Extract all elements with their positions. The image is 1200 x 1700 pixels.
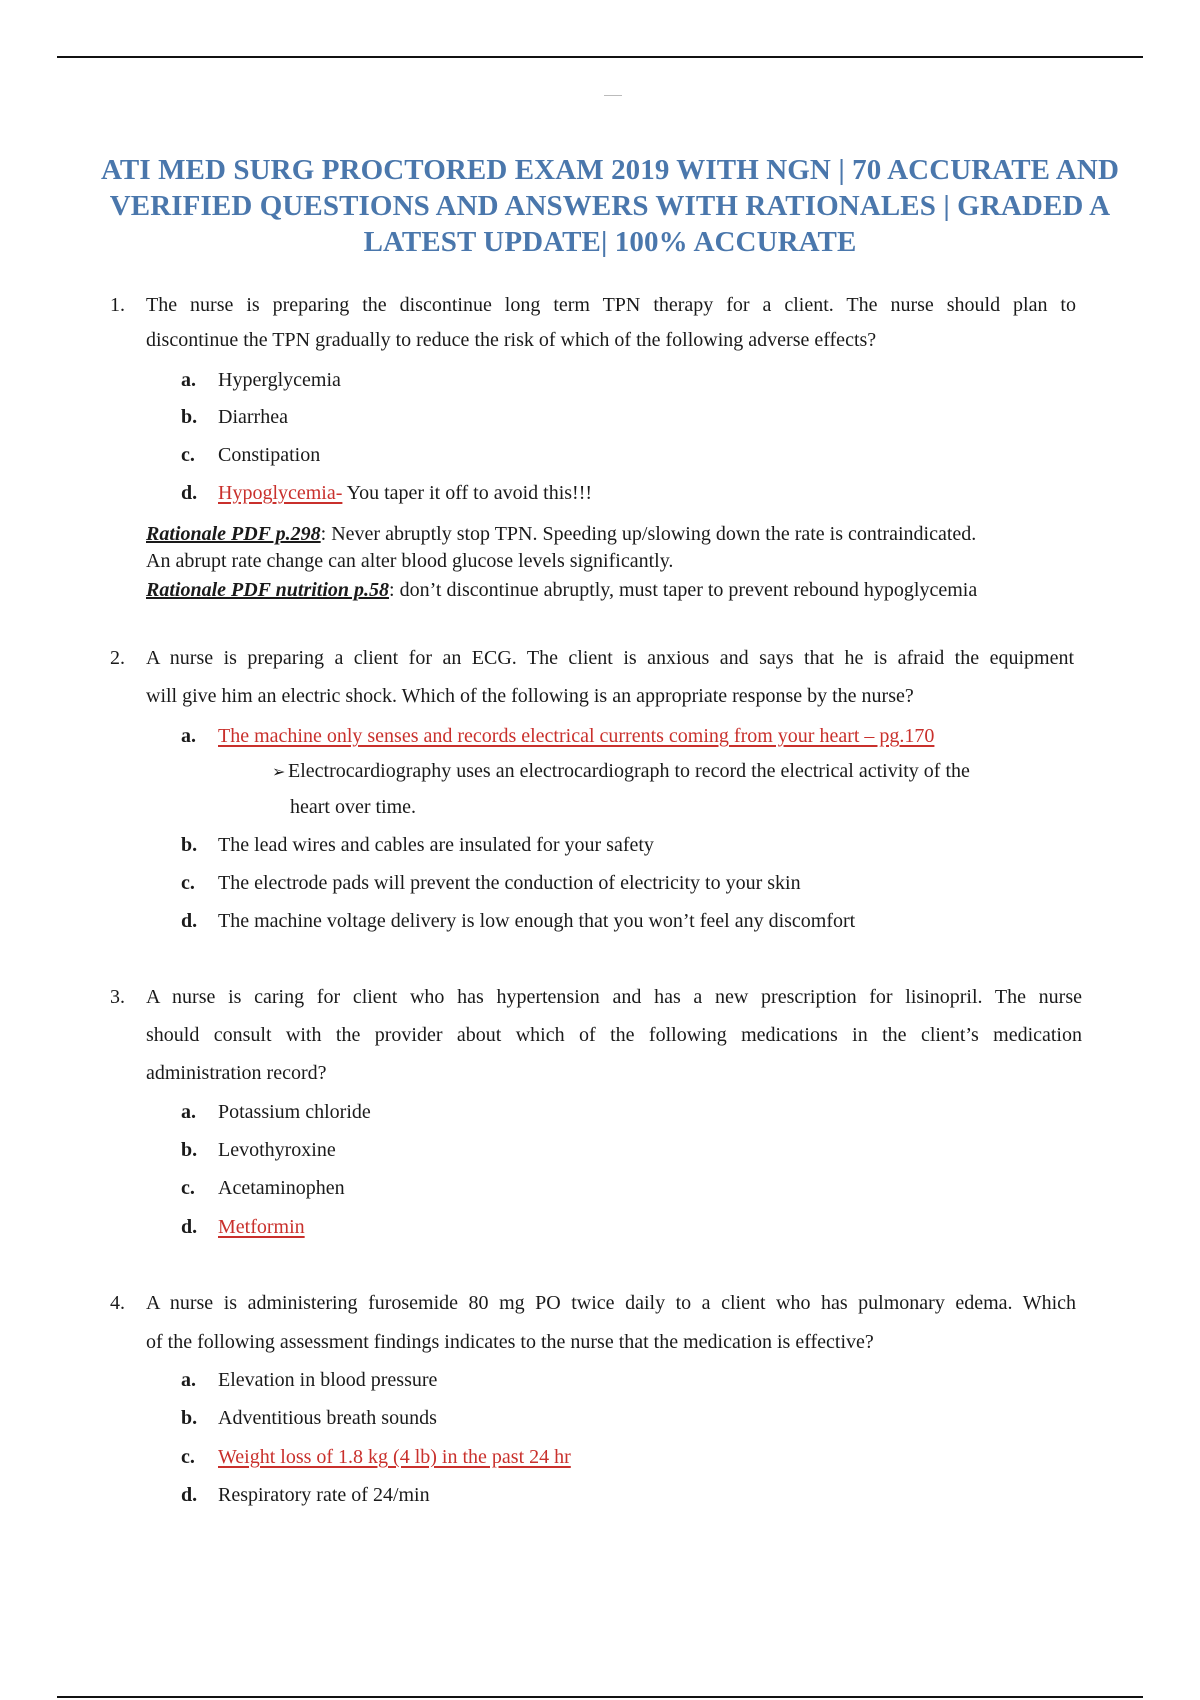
- q3-option-c: Acetaminophen: [218, 1177, 345, 1199]
- q1-option-c-letter: c.: [181, 444, 195, 466]
- q4-option-d-letter: d.: [181, 1484, 198, 1506]
- q3-option-d-letter: d.: [181, 1216, 198, 1238]
- document-title: [70, 152, 1150, 260]
- q1-rationale-1-label: Rationale PDF p.298: [146, 523, 321, 545]
- top-mark: [604, 95, 622, 96]
- q2-bullet-line-2: heart over time.: [290, 796, 417, 818]
- q3-option-a-letter: a.: [181, 1101, 196, 1123]
- q2-option-d: The machine voltage delivery is low enough that you won’t feel any discomfort: [218, 910, 856, 932]
- q4-option-a-letter: a.: [181, 1369, 196, 1391]
- q2-bullet-text: Electrocardiography uses an electrocardiograph to record the electrical activity of the: [288, 760, 970, 782]
- q3-number: 3.: [110, 986, 125, 1008]
- q4-number: 4.: [110, 1292, 125, 1314]
- q1-answer-note: You taper it off to avoid this!!!: [342, 482, 593, 504]
- q4-option-b: Adventitious breath sounds: [218, 1407, 437, 1429]
- q3-option-a: Potassium chloride: [218, 1101, 371, 1123]
- q1-number: 1.: [110, 294, 125, 316]
- arrow-bullet-icon: ➢: [272, 764, 286, 781]
- title-line-2: VERIFIED QUESTIONS AND ANSWERS WITH RATIONALES | GRADED A: [109, 190, 1111, 222]
- q2-stem-line-1: A nurse is preparing a client for an ECG. The client is anxious and says that he is afraid the equipment: [146, 647, 1074, 669]
- q1-rationale-2-text: : don’t discontinue abruptly, must taper to prevent rebound hypoglycemia: [389, 579, 978, 601]
- q1-option-d-letter: d.: [181, 482, 198, 504]
- q2-option-c-letter: c.: [181, 872, 195, 894]
- q1-stem-line-1: The nurse is preparing the discontinue long term TPN therapy for a client. The nurse should plan to: [146, 294, 1076, 316]
- q4-option-a: Elevation in blood pressure: [218, 1369, 438, 1391]
- q2-option-b: The lead wires and cables are insulated for your safety: [218, 834, 654, 856]
- q3-option-c-letter: c.: [181, 1177, 195, 1199]
- q4-option-c-letter: c.: [181, 1446, 195, 1468]
- q3-option-b-letter: b.: [181, 1139, 198, 1161]
- q4-correct-answer: Weight loss of 1.8 kg (4 lb) in the past 24 hr: [218, 1446, 571, 1468]
- q1-option-b-letter: b.: [181, 406, 198, 428]
- q4-option-d: Respiratory rate of 24/min: [218, 1484, 430, 1506]
- q4-stem-line-2: of the following assessment findings indicates to the nurse that the medication is effective?: [146, 1331, 874, 1353]
- q1-stem-line-2: discontinue the TPN gradually to reduce the risk of which of the following adverse effects?: [146, 329, 877, 351]
- q1-rationale-1-text: : Never abruptly stop TPN. Speeding up/slowing down the rate is contraindicated.: [320, 523, 977, 545]
- q1-option-a-letter: a.: [181, 369, 196, 391]
- q4-option-b-letter: b.: [181, 1407, 198, 1429]
- q2-bullet-line-1: [272, 759, 970, 785]
- q1-option-b: Diarrhea: [218, 406, 288, 428]
- q3-correct-answer: Metformin: [218, 1216, 305, 1238]
- q2-correct-answer: The machine only senses and records electrical currents coming from your heart – pg.170: [218, 725, 935, 747]
- q1-option-c: Constipation: [218, 444, 321, 466]
- q3-stem-line-1: A nurse is caring for client who has hypertension and has a new prescription for lisinopril. The nurse: [146, 986, 1082, 1008]
- q1-rationale-1-cont: An abrupt rate change can alter blood glucose levels significantly.: [146, 550, 674, 572]
- q3-option-b: Levothyroxine: [218, 1139, 336, 1161]
- q2-option-d-letter: d.: [181, 910, 198, 932]
- q2-number: 2.: [110, 647, 125, 669]
- q1-rationale-2: [146, 578, 977, 602]
- q1-option-d: [218, 481, 592, 505]
- q1-option-a: Hyperglycemia: [218, 369, 341, 391]
- q3-stem-line-3: administration record?: [146, 1062, 327, 1084]
- title-line-1: ATI MED SURG PROCTORED EXAM 2019 WITH NGN | 70 ACCURATE AND: [101, 154, 1119, 186]
- q2-option-b-letter: b.: [181, 834, 198, 856]
- bottom-rule: [57, 1696, 1143, 1698]
- q2-option-a-letter: a.: [181, 725, 196, 747]
- q1-rationale-1: [146, 522, 976, 546]
- q4-stem-line-1: A nurse is administering furosemide 80 mg PO twice daily to a client who has pulmonary edema. Which: [146, 1292, 1076, 1314]
- q3-stem-line-2: should consult with the provider about which of the following medications in the client’s medication: [146, 1024, 1082, 1046]
- q2-stem-line-2: will give him an electric shock. Which of the following is an appropriate response by the nurse?: [146, 685, 914, 707]
- top-rule: [57, 56, 1143, 58]
- q1-correct-answer: Hypoglycemia-: [218, 482, 343, 504]
- q1-rationale-2-label: Rationale PDF nutrition p.58: [146, 579, 390, 601]
- q2-option-c: The electrode pads will prevent the conduction of electricity to your skin: [218, 872, 801, 894]
- title-line-3: LATEST UPDATE| 100% ACCURATE: [363, 226, 857, 258]
